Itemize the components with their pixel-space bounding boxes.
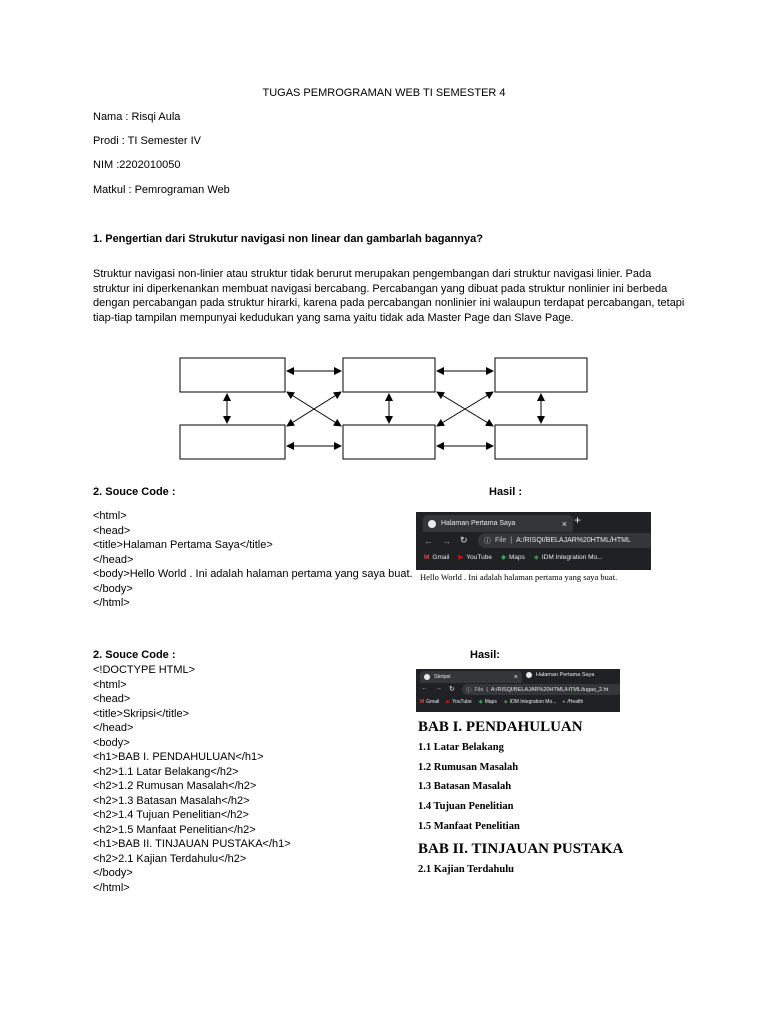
section2b-code [93, 663, 291, 895]
paragraph-line: dengan percabangan pada struktur hirarki, karena pada percabangan nonlinier ini walaupun terdapat percabangan, tetapi [93, 297, 685, 309]
tab-title: Halaman Pertama Saya [441, 520, 516, 527]
section2b-hasil-label: Hasil: [470, 649, 500, 661]
reload-icon[interactable]: ↻ [449, 686, 455, 693]
diagram-node [495, 358, 587, 392]
gmail-icon: M [424, 553, 430, 561]
forward-icon[interactable]: → [442, 536, 451, 546]
bookmark-idm[interactable]: IDM Integration Mo... [541, 553, 603, 561]
globe-icon [526, 672, 532, 678]
code-line: <h1>BAB I. PENDAHULUAN</h1> [93, 751, 264, 763]
bookmark-idm[interactable]: IDM Integration Mo... [509, 699, 557, 705]
code-line: <!DOCTYPE HTML> [93, 664, 196, 676]
rendered-h2: 1.1 Latar Belakang [418, 742, 504, 753]
health-icon: ● [562, 699, 566, 705]
diagram-node [343, 358, 435, 392]
tab-title: Halaman Pertama Saya [536, 672, 595, 678]
rendered-h2: 1.5 Manfaat Penelitian [418, 820, 520, 832]
browser-tab-active[interactable] [420, 671, 522, 683]
section2a-heading: 2. Souce Code : [93, 486, 176, 498]
browser-screenshot-2 [416, 669, 620, 712]
bookmark-gmail[interactable]: Gmail [432, 553, 450, 561]
code-line: </body> [93, 867, 133, 879]
code-line: <head> [93, 524, 131, 537]
bookmark-health[interactable]: /Health [567, 699, 584, 705]
code-line: <h2>1.4 Tujuan Penelitian</h2> [93, 809, 249, 821]
forward-icon[interactable]: → [435, 685, 442, 692]
rendered-page-2 [418, 719, 623, 882]
code-line: <h2>1.5 Manfaat Penelitian</h2> [93, 823, 256, 836]
info-icon: ⓘ [466, 687, 472, 694]
new-tab-icon[interactable]: + [574, 513, 582, 527]
bookmark-youtube[interactable]: YouTube [452, 699, 472, 705]
browser-tab-inactive[interactable] [526, 672, 594, 678]
file-label: File [495, 537, 507, 544]
address-bar[interactable]: ⓘ File | A:/RISQI/BELAJAR%20HTML/HTML [478, 533, 651, 548]
nama-line: Nama : Risqi Aula [93, 111, 181, 123]
section2a-code [93, 509, 413, 611]
code-line: </html> [93, 597, 130, 609]
back-icon[interactable]: ← [424, 536, 433, 546]
code-line: </body> [93, 582, 133, 595]
gmail-icon: M [420, 699, 425, 705]
code-line: </html> [93, 881, 130, 894]
bookmark-gmail[interactable]: Gmail [426, 699, 440, 705]
code-line: <head> [93, 693, 131, 705]
document-title: TUGAS PEMROGRAMAN WEB TI SEMESTER 4 [262, 87, 506, 99]
bookmark-youtube[interactable]: YouTube [466, 553, 492, 561]
diagram-svg [170, 350, 600, 470]
code-line: <h2>2.1 Kajian Terdahulu</h2> [93, 852, 247, 865]
rendered-h2: 1.4 Tujuan Penelitian [418, 801, 514, 813]
bookmark-maps[interactable]: Maps [508, 553, 525, 561]
code-line: <html> [93, 678, 127, 691]
code-line: <h1>BAB II. TINJAUAN PUSTAKA</h1> [93, 838, 291, 850]
diagram-node [180, 425, 285, 459]
bookmarks-bar [420, 699, 583, 705]
paragraph-line: struktur ini diperkenankan membuat navigasi bercabang. Percabangan yang dibuat pada struktur nonlinier ini berbeda [93, 282, 668, 295]
paragraph-line: tiap-tiap tampilan mempunyai kedudukan yang sama yaitu tidak ada Master Page dan Slave Page. [93, 311, 574, 324]
code-line: <h2>1.3 Batasan Masalah</h2> [93, 794, 250, 807]
idm-icon: ◈ [533, 554, 539, 561]
question1-paragraph [93, 267, 684, 325]
diagram-node [495, 425, 587, 459]
rendered-h1: BAB II. TINJAUAN PUSTAKA [418, 840, 624, 857]
code-line: <title>Halaman Pertama Saya</title> [93, 539, 273, 551]
code-line: <body> [93, 736, 130, 749]
rendered-h2: 1.3 Batasan Masalah [418, 781, 512, 793]
rendered-h1: BAB I. PENDAHULUAN [418, 719, 583, 735]
close-icon[interactable]: × [513, 673, 518, 681]
code-line: <h2>1.1 Latar Belakang</h2> [93, 765, 239, 778]
section2b-heading: 2. Souce Code : [93, 649, 176, 661]
browser-screenshot-1 [416, 512, 651, 570]
matkul-line: Matkul : Pemrograman Web [93, 184, 230, 196]
url-text: A:/RISQI/BELAJAR%20HTML/HTML [516, 537, 631, 544]
diagram-node [180, 358, 285, 392]
globe-icon [428, 520, 436, 528]
tab-title: Skripsi [434, 674, 451, 680]
nim-line: NIM :2202010050 [93, 159, 181, 171]
youtube-icon: ▶ [458, 554, 464, 561]
address-bar[interactable]: ⓘ File | A:/RISQI/BELAJAR%20HTML/HTML/tugas_2.ht [462, 684, 620, 695]
maps-icon: ◆ [478, 699, 483, 705]
rendered-h2: 2.1 Kajian Terdahulu [418, 863, 514, 875]
youtube-icon: ▶ [446, 699, 451, 705]
diagram-node [343, 425, 435, 459]
code-line: <h2>1.2 Rumusan Masalah</h2> [93, 780, 257, 792]
reload-icon[interactable]: ↻ [460, 535, 468, 545]
url-text: A:/RISQI/BELAJAR%20HTML/HTML/tugas_2.ht [490, 686, 609, 693]
globe-icon [424, 674, 430, 680]
code-line: <html> [93, 510, 127, 522]
rendered-h2: 1.2 Rumusan Masalah [418, 761, 519, 773]
bookmark-maps[interactable]: Maps [484, 699, 497, 705]
section2a-hasil-label: Hasil : [489, 486, 523, 498]
bookmarks-bar [424, 553, 603, 561]
idm-icon: ◈ [503, 699, 508, 705]
prodi-line: Prodi : TI Semester IV [93, 135, 202, 147]
maps-icon: ◆ [500, 554, 506, 561]
question1-heading: 1. Pengertian dari Strukutur navigasi non linear dan gambarlah bagannya? [93, 233, 483, 245]
file-label: File [474, 686, 484, 693]
close-icon[interactable]: × [561, 518, 567, 529]
code-line: <title>Skripsi</title> [93, 707, 189, 720]
navigation-diagram [170, 350, 600, 470]
browser-tab[interactable] [423, 515, 573, 532]
code-line: </head> [93, 553, 134, 566]
back-icon[interactable]: ← [421, 685, 428, 692]
code-line: </head> [93, 722, 134, 734]
code-line: <body>Hello World . Ini adalah halaman pertama yang saya buat. [93, 568, 413, 580]
paragraph-line: Struktur navigasi non-linier atau struktur tidak berurut merupakan pengembangan dari struktur navigasi linier. Pada [93, 268, 652, 280]
info-icon: ⓘ [484, 537, 491, 545]
browser-page-text: Hello World . Ini adalah halaman pertama yang saya buat. [420, 572, 618, 582]
